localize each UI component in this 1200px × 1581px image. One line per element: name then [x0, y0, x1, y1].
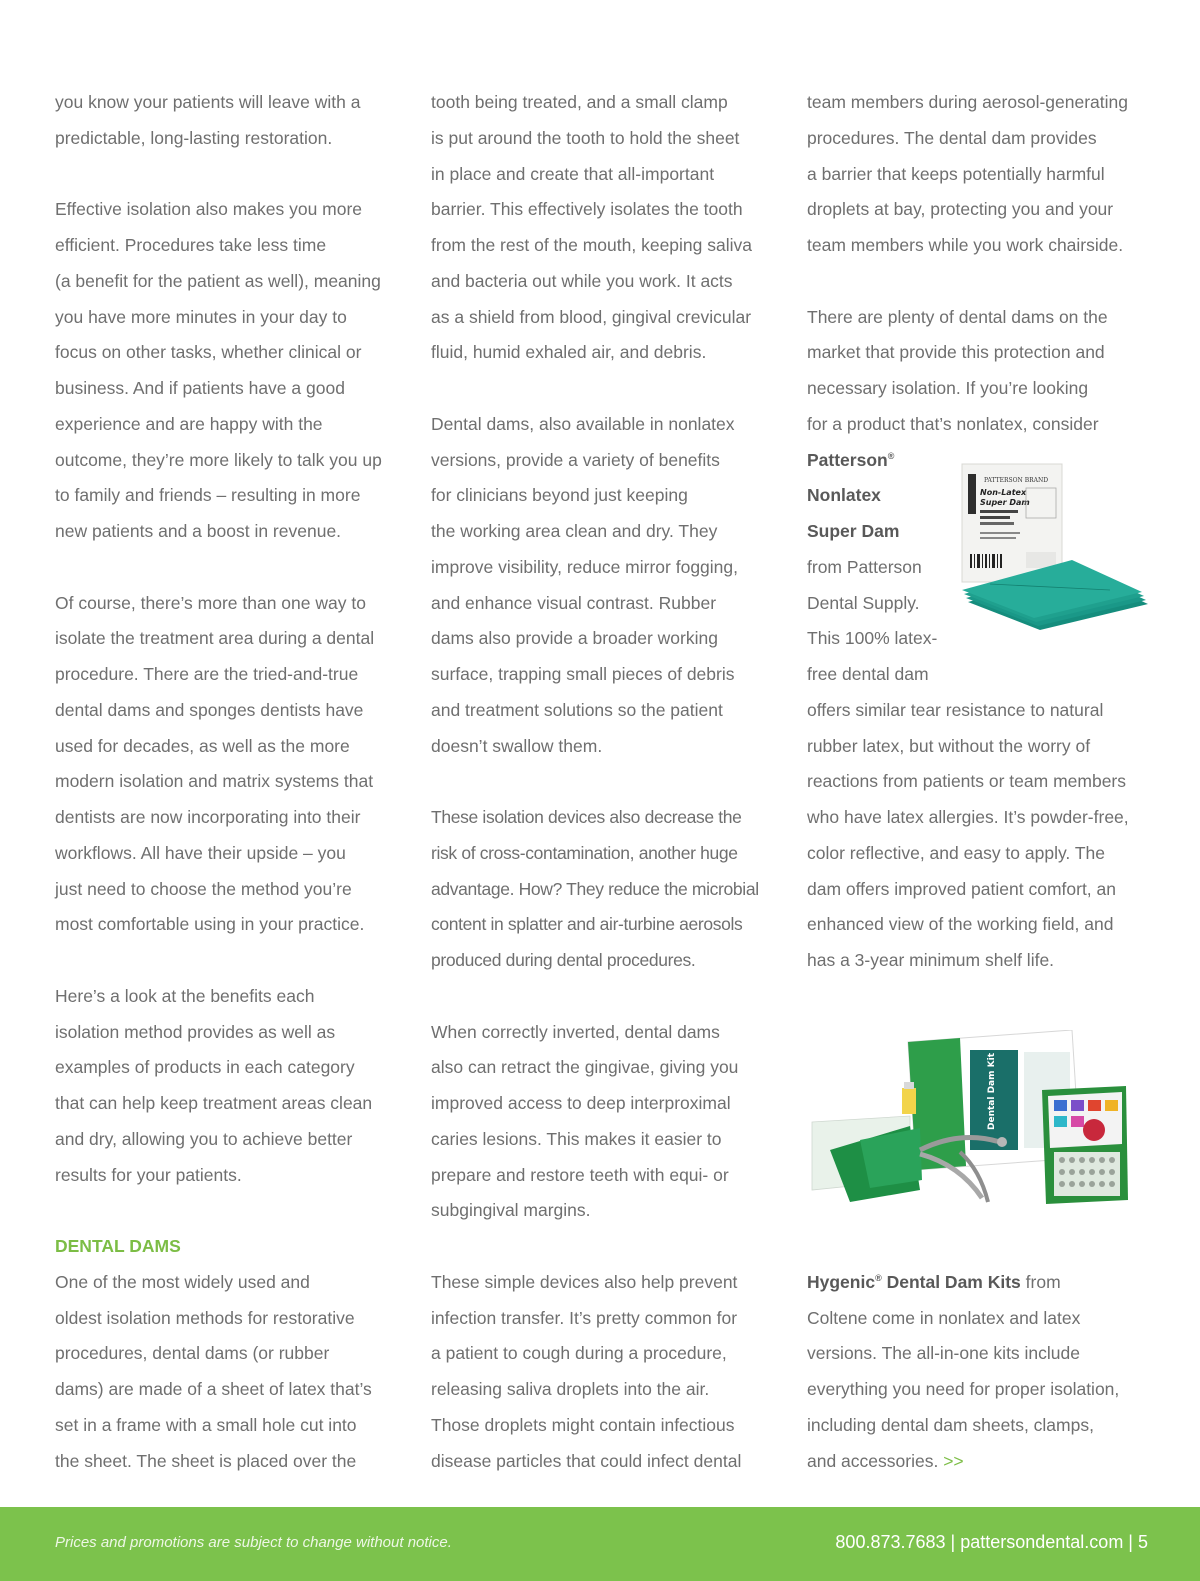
text-line: modern isolation and matrix systems that — [55, 771, 374, 792]
text-line: releasing saliva droplets into the air. — [431, 1379, 710, 1399]
text-line: and treatment solutions so the patient — [431, 699, 723, 720]
text-line: for clinicians beyond just keeping — [431, 485, 688, 506]
registered-mark: ® — [875, 1272, 882, 1283]
text-line: and bacteria out while you work. It acts — [431, 270, 733, 291]
product-name-line: Nonlatex — [807, 485, 881, 506]
package-label-line2: Super Dam — [980, 498, 1030, 507]
text-line: oldest isolation methods for restorative — [55, 1307, 355, 1328]
text-line: workflows. All have their upside – you — [55, 842, 346, 863]
text-line: for a product that’s nonlatex, consider — [807, 413, 1099, 434]
text-line: When correctly inverted, dental dams — [431, 1021, 720, 1042]
text-line: reactions from patients or team members — [807, 771, 1127, 792]
footer-disclaimer: Prices and promotions are subject to change without notice. — [55, 1534, 452, 1551]
text-line: Those droplets might contain infectious — [431, 1414, 735, 1435]
text-line: versions, provide a variety of benefits — [431, 449, 720, 470]
text-line: in place and create that all-important — [431, 163, 715, 184]
registered-mark: ® — [887, 450, 895, 461]
text-line: Dental Supply. — [807, 592, 920, 613]
text-line: and enhance visual contrast. Rubber — [431, 592, 717, 613]
text-line: dental dams and sponges dentists have — [55, 699, 364, 720]
text-line: procedures. The dental dam provides — [807, 127, 1097, 148]
continue-arrow-link[interactable]: >> — [943, 1450, 964, 1471]
product-name-line: Super Dam — [807, 521, 900, 541]
page-footer — [0, 1507, 1200, 1581]
text-line: results for your patients. — [55, 1164, 242, 1185]
product-brand: Hygenic — [807, 1271, 876, 1292]
text-line: prepare and restore teeth with equi- or — [431, 1164, 729, 1185]
text-line: advantage. How? They reduce the microbial — [431, 878, 759, 899]
footer-contact-info: 800.873.7683 | pattersondental.com | 5 — [835, 1532, 1148, 1552]
article-column-2 — [431, 85, 781, 1479]
hygenic-dental-dam-kit-image — [810, 1030, 1130, 1215]
text-line: procedures, dental dams (or rubber — [55, 1343, 330, 1364]
text-line: Here’s a look at the benefits each — [55, 985, 315, 1006]
text-line: business. And if patients have a good — [55, 378, 345, 398]
text-line: isolate the treatment area during a dental — [55, 628, 375, 649]
product-name-line — [807, 1265, 1157, 1301]
text-line: everything you need for proper isolation, — [807, 1379, 1120, 1399]
text-line: used for decades, as well as the more — [55, 735, 350, 756]
text-line: fluid, humid exhaled air, and debris. — [431, 342, 707, 363]
text-line: subgingival margins. — [431, 1200, 591, 1221]
text-line: These simple devices also help prevent — [431, 1271, 738, 1292]
text-line: has a 3-year minimum shelf life. — [807, 950, 1055, 970]
text-line: examples of products in each category — [55, 1057, 355, 1078]
text-line: dams also provide a broader working — [431, 628, 718, 649]
text-line: dam offers improved patient comfort, an — [807, 878, 1116, 899]
text-line — [807, 1444, 1157, 1480]
text-line: to family and friends – resulting in more — [55, 485, 361, 506]
text-line: Effective isolation also makes you more — [55, 199, 363, 220]
text-line: These isolation devices also decrease the — [431, 807, 742, 827]
text-line: risk of cross-contamination, another huge — [431, 842, 738, 863]
text-line: (a benefit for the patient as well), meaning — [55, 270, 381, 291]
text-line: rubber latex, but without the worry of — [807, 735, 1091, 756]
text-line: team members during aerosol-generating — [807, 92, 1128, 112]
text-line: the working area clean and dry. They — [431, 521, 718, 541]
text-line: enhanced view of the working field, and — [807, 914, 1114, 935]
text-line: content in splatter and air-turbine aerosols — [431, 914, 743, 935]
text-line: free dental dam — [807, 664, 929, 684]
text-line: and dry, allowing you to achieve better — [55, 1128, 353, 1149]
text-line: necessary isolation. If you’re looking — [807, 378, 1089, 398]
section-heading-dental-dams: DENTAL DAMS — [55, 1236, 181, 1256]
text-line: market that provide this protection and — [807, 342, 1105, 363]
text-line: dentists are now incorporating into their — [55, 807, 361, 827]
text-line: predictable, long-lasting restoration. — [55, 127, 333, 148]
text-line: Coltene come in nonlatex and latex — [807, 1307, 1081, 1328]
text-line: most comfortable using in your practice. — [55, 914, 365, 935]
text-line: improved access to deep interproximal — [431, 1093, 731, 1113]
text-line: as a shield from blood, gingival crevicular — [431, 306, 752, 327]
text-line: team members while you work chairside. — [807, 235, 1124, 255]
text-line: set in a frame with a small hole cut into — [55, 1414, 357, 1435]
text-line: Dental dams, also available in nonlatex — [431, 413, 735, 434]
text-line: including dental dam sheets, clamps, — [807, 1414, 1094, 1435]
text-line: the sheet. The sheet is placed over the — [55, 1450, 357, 1471]
text-line: from Patterson — [807, 556, 922, 577]
super-dam-product-image — [960, 462, 1150, 632]
text-line: improve visibility, reduce mirror fogging, — [431, 556, 739, 577]
text-line: doesn’t swallow them. — [431, 735, 603, 756]
text-line: droplets at bay, protecting you and your — [807, 199, 1114, 220]
text-line: versions. The all-in-one kits include — [807, 1343, 1081, 1364]
package-label-line1: Non-Latex — [980, 488, 1027, 497]
text-line: One of the most widely used and — [55, 1271, 310, 1292]
article-column-1 — [55, 85, 400, 1479]
text-line: surface, trapping small pieces of debris — [431, 664, 735, 684]
text-line: you have more minutes in your day to — [55, 306, 347, 327]
product-brand: Patterson — [807, 449, 888, 470]
text-run: from — [1020, 1271, 1061, 1292]
text-line: is put around the tooth to hold the sheet — [431, 127, 740, 148]
text-line: dams) are made of a sheet of latex that’s — [55, 1379, 372, 1399]
text-line: focus on other tasks, whether clinical or — [55, 342, 362, 363]
text-line: just need to choose the method you’re — [55, 878, 352, 899]
text-line: offers similar tear resistance to natural — [807, 699, 1104, 720]
text-line: from the rest of the mouth, keeping saliva — [431, 235, 752, 255]
text-run: and accessories. — [807, 1450, 939, 1471]
text-line: Of course, there’s more than one way to — [55, 592, 366, 613]
text-line: outcome, they’re more likely to talk you up — [55, 449, 382, 470]
text-line: efficient. Procedures take less time — [55, 235, 327, 255]
text-line: who have latex allergies. It’s powder-free, — [807, 807, 1129, 827]
text-line: a patient to cough during a procedure, — [431, 1343, 727, 1364]
product-name: Dental Dam Kits — [881, 1271, 1021, 1292]
text-line: a barrier that keeps potentially harmful — [807, 163, 1105, 184]
text-line: experience and are happy with the — [55, 413, 323, 434]
kit-box-label: Dental Dam Kit — [987, 1053, 997, 1130]
text-line: you know your patients will leave with a — [55, 92, 361, 112]
text-line: produced during dental procedures. — [431, 950, 696, 970]
text-line: that can help keep treatment areas clean — [55, 1093, 373, 1113]
text-line: isolation method provides as well as — [55, 1021, 336, 1042]
article-column-3 — [807, 85, 1157, 1479]
text-line: barrier. This effectively isolates the tooth — [431, 199, 743, 220]
text-line: color reflective, and easy to apply. The — [807, 842, 1105, 863]
text-line: This 100% latex- — [807, 628, 938, 649]
text-line: caries lesions. This makes it easier to — [431, 1128, 722, 1149]
text-line: tooth being treated, and a small clamp — [431, 92, 728, 112]
package-brand-text: PATTERSON BRAND — [984, 477, 1049, 484]
text-line: infection transfer. It’s pretty common for — [431, 1307, 738, 1328]
text-line: procedure. There are the tried-and-true — [55, 664, 359, 684]
text-line: also can retract the gingivae, giving you — [431, 1057, 739, 1078]
text-line: There are plenty of dental dams on the — [807, 306, 1108, 327]
text-line: disease particles that could infect dental — [431, 1450, 742, 1471]
text-line: new patients and a boost in revenue. — [55, 521, 342, 541]
